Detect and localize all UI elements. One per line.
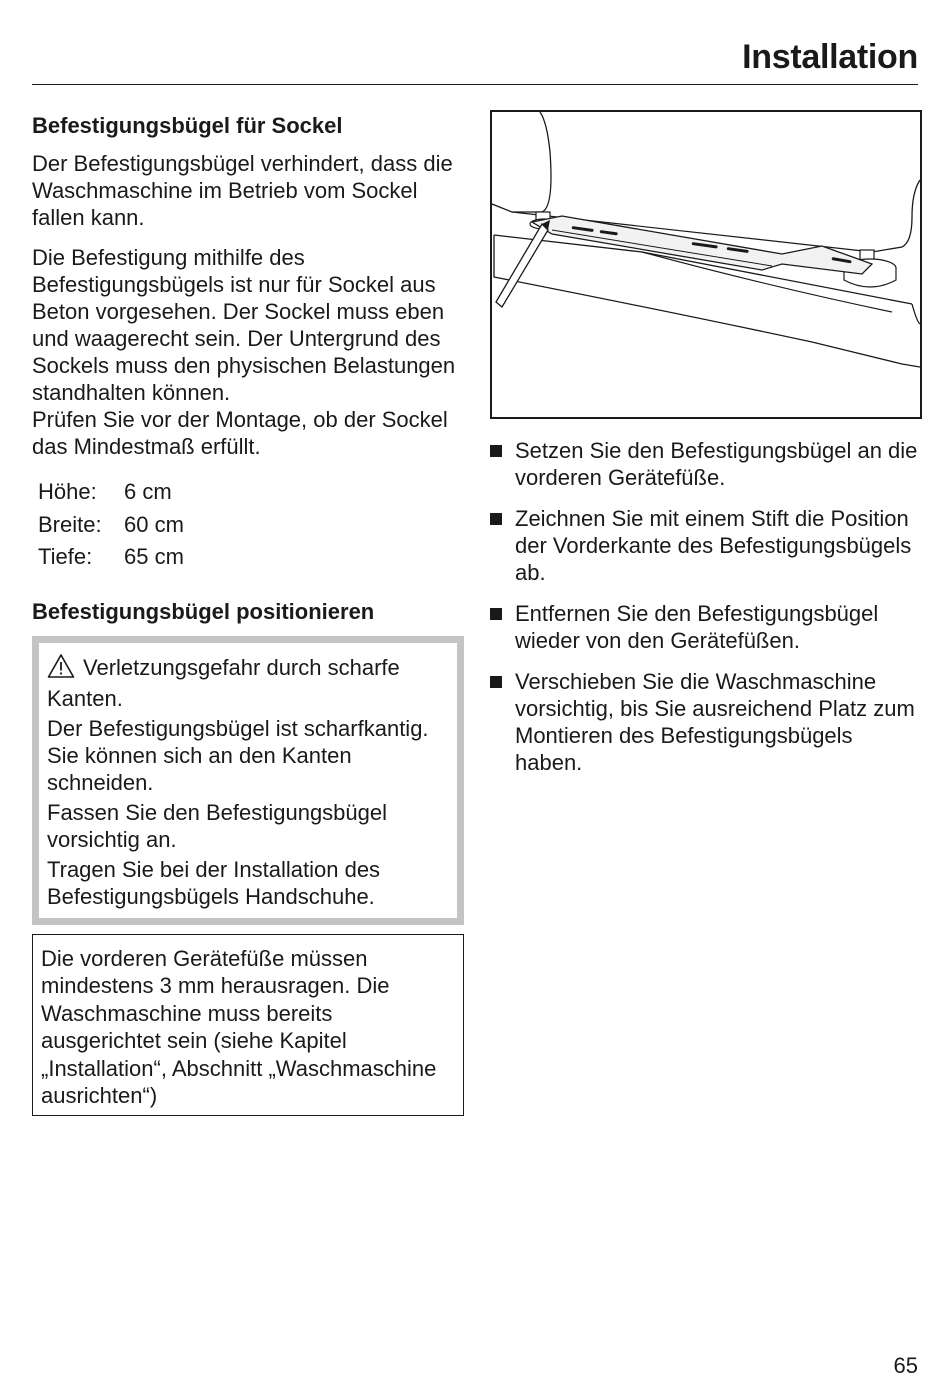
section-heading-position: Befestigungsbügel positionieren [32, 598, 375, 624]
warning-text-gloves: Tragen Sie bei der Installation des Befestigungsbügels Handschuhe. [47, 856, 381, 909]
square-bullet-icon [490, 676, 502, 688]
square-bullet-icon [490, 608, 502, 620]
warning-triangle-icon [47, 653, 75, 685]
page-number: 65 [893, 1353, 918, 1378]
dimension-value: 6 cm [124, 479, 172, 505]
step-text: Zeichnen Sie mit einem Stift die Position der Vorderkante des Befestigungsbügels ab. [515, 506, 912, 585]
instruction-steps [490, 437, 922, 776]
step-text: Verschieben Sie die Waschmaschine vorsichtig, bis Sie ausreichend Platz zum Montieren des Befestigungsbügels haben. [515, 669, 915, 775]
dimension-row-height [32, 476, 464, 509]
list-item [490, 437, 922, 491]
step-text: Setzen Sie den Befestigungsbügel an die vorderen Gerätefüße. [515, 438, 918, 490]
dimension-value: 65 cm [124, 544, 184, 570]
section-heading-sockel: Befestigungsbügel für Sockel [32, 113, 343, 138]
dimension-label: Breite: [38, 511, 102, 537]
dimension-value: 60 cm [124, 511, 184, 537]
installation-illustration [490, 110, 922, 419]
page-title: Installation [742, 38, 918, 76]
dimensions-table [32, 476, 464, 574]
warning-box [32, 636, 464, 925]
intro-paragraph: Der Befestigungsbügel verhindert, dass die Waschmaschine im Betrieb vom Sockel fallen kann. [32, 151, 453, 230]
dimension-label: Tiefe: [38, 544, 93, 570]
right-column [490, 110, 922, 776]
plinth-corner [912, 304, 920, 324]
step-text: Entfernen Sie den Befestigungsbügel wieder von den Gerätefüßen. [515, 601, 879, 653]
warning-title-line [47, 653, 447, 712]
check-paragraph: Prüfen Sie vor der Montage, ob der Sockel das Mindestmaß erfüllt. [32, 407, 448, 459]
warning-text-careful: Fassen Sie den Befestigungsbügel vorsichtig an. [47, 799, 388, 852]
warning-title: Verletzungsgefahr durch scharfe Kanten. [47, 654, 400, 711]
square-bullet-icon [490, 445, 502, 457]
list-item [490, 668, 922, 776]
machine-body-right [872, 180, 920, 252]
dimension-row-depth [32, 541, 464, 574]
bracket-drawing [492, 112, 920, 417]
header-divider [32, 84, 918, 85]
concrete-paragraph: Die Befestigung mithilfe des Befestigungsbügels ist nur für Sockel aus Beton vorgesehen. Der Sockel muss eben und waagerecht sein. Der Untergrund des Sockels muss den physischen Belastungen standhalten können. [32, 245, 456, 405]
dimension-label: Höhe: [38, 479, 97, 505]
warning-text-sharp: Der Befestigungsbügel ist scharfkantig. Sie können sich an den Kanten schneiden. [47, 715, 429, 795]
list-item [490, 505, 922, 586]
square-bullet-icon [490, 513, 502, 525]
dimension-row-width [32, 509, 464, 542]
left-column [32, 110, 464, 1116]
note-box: Die vorderen Gerätefüße müssen mindestens 3 mm herausragen. Die Waschmaschine muss bereits ausgerichtet sein (siehe Kapitel „Installation“, Abschnitt „Waschmaschine ausrichten“) [32, 934, 464, 1116]
list-item [490, 600, 922, 654]
machine-body-left [492, 112, 551, 212]
